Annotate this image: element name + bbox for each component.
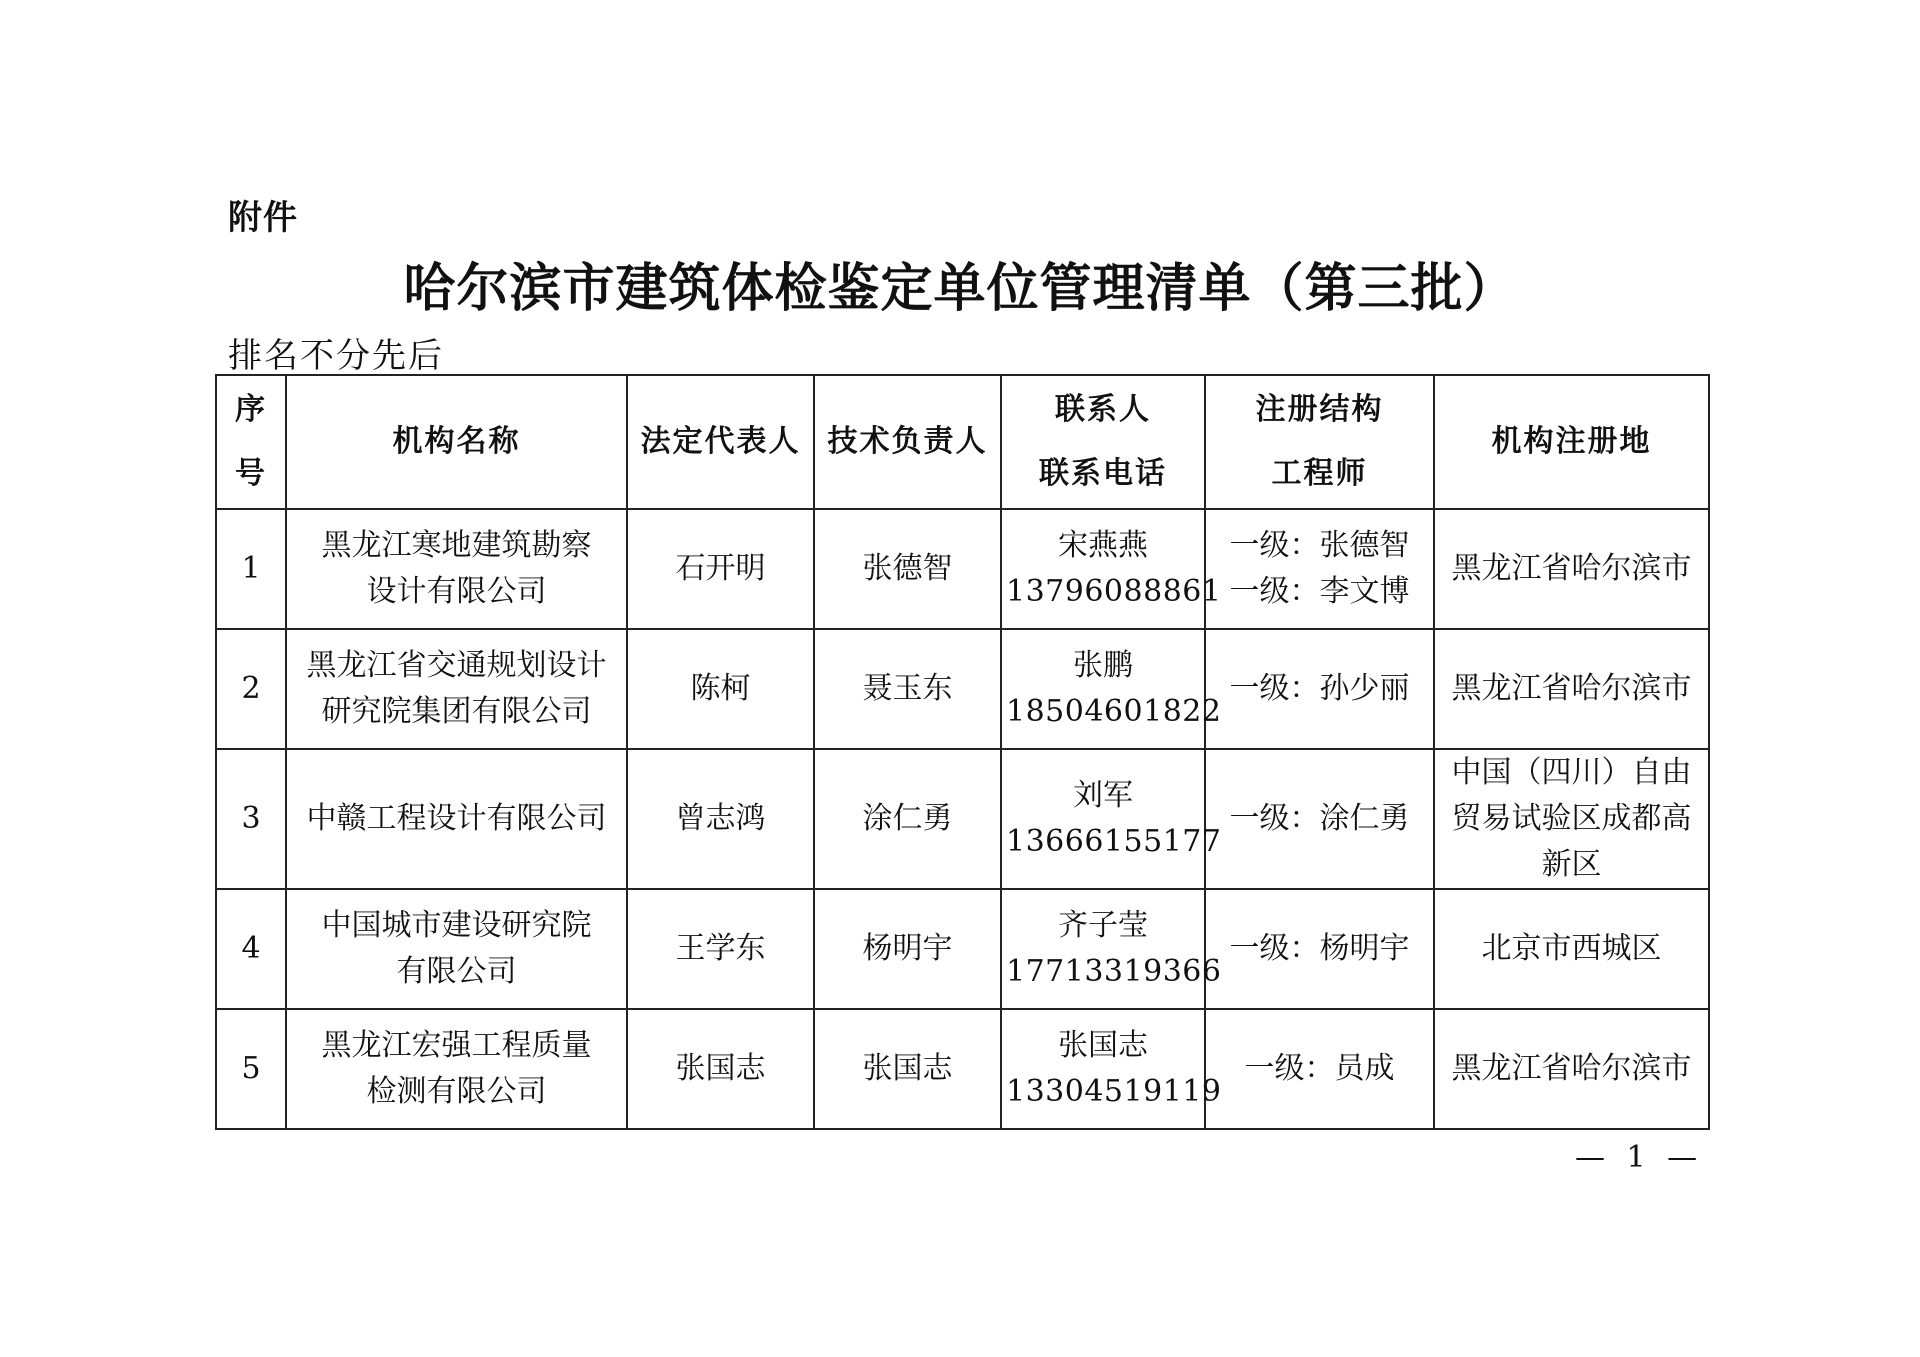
cell-seq: 5 — [216, 1009, 286, 1129]
cell-legal-rep: 王学东 — [627, 889, 814, 1009]
cell-reg-place: 中国（四川）自由 贸易试验区成都高 新区 — [1434, 749, 1709, 889]
cell-engineer: 一级：涂仁勇 — [1205, 749, 1434, 889]
cell-seq: 3 — [216, 749, 286, 889]
cell-tech-lead: 张国志 — [814, 1009, 1001, 1129]
header-seq: 序 号 — [216, 375, 286, 509]
header-legal-rep: 法定代表人 — [627, 375, 814, 509]
cell-org-name: 黑龙江宏强工程质量 检测有限公司 — [286, 1009, 627, 1129]
cell-reg-place: 黑龙江省哈尔滨市 — [1434, 509, 1709, 629]
cell-tech-lead: 涂仁勇 — [814, 749, 1001, 889]
cell-contact: 刘军 13666155177 — [1001, 749, 1205, 889]
table-row — [216, 509, 1709, 629]
header-reg-place: 机构注册地 — [1434, 375, 1709, 509]
cell-contact: 齐子莹 17713319366 — [1001, 889, 1205, 1009]
cell-legal-rep: 陈柯 — [627, 629, 814, 749]
table-row — [216, 1009, 1709, 1129]
page-title: 哈尔滨市建筑体检鉴定单位管理清单（第三批） — [403, 258, 1517, 319]
cell-tech-lead: 张德智 — [814, 509, 1001, 629]
cell-org-name: 黑龙江寒地建筑勘察 设计有限公司 — [286, 509, 627, 629]
table-header-row — [216, 375, 1709, 509]
header-contact: 联系人 联系电话 — [1001, 375, 1205, 509]
cell-engineer: 一级：杨明宇 — [1205, 889, 1434, 1009]
cell-seq: 1 — [216, 509, 286, 629]
cell-tech-lead: 杨明宇 — [814, 889, 1001, 1009]
cell-org-name: 中赣工程设计有限公司 — [286, 749, 627, 889]
cell-tech-lead: 聂玉东 — [814, 629, 1001, 749]
cell-legal-rep: 石开明 — [627, 509, 814, 629]
header-org-name: 机构名称 — [286, 375, 627, 509]
cell-reg-place: 北京市西城区 — [1434, 889, 1709, 1009]
header-engineer: 注册结构 工程师 — [1205, 375, 1434, 509]
table-body — [216, 509, 1709, 1129]
cell-seq: 4 — [216, 889, 286, 1009]
header-tech-lead: 技术负责人 — [814, 375, 1001, 509]
cell-contact: 宋燕燕 13796088861 — [1001, 509, 1205, 629]
ranking-note: 排名不分先后 — [228, 336, 444, 376]
organization-table — [215, 374, 1710, 1130]
cell-engineer: 一级：孙少丽 — [1205, 629, 1434, 749]
cell-engineer: 一级：员成 — [1205, 1009, 1434, 1129]
attachment-label: 附件 — [228, 198, 298, 238]
page-number: — 1 — — [1575, 1140, 1704, 1175]
table-row — [216, 889, 1709, 1009]
cell-legal-rep: 张国志 — [627, 1009, 814, 1129]
cell-seq: 2 — [216, 629, 286, 749]
cell-legal-rep: 曾志鸿 — [627, 749, 814, 889]
cell-engineer: 一级：张德智 一级：李文博 — [1205, 509, 1434, 629]
table-row — [216, 629, 1709, 749]
cell-org-name: 中国城市建设研究院 有限公司 — [286, 889, 627, 1009]
cell-org-name: 黑龙江省交通规划设计 研究院集团有限公司 — [286, 629, 627, 749]
cell-reg-place: 黑龙江省哈尔滨市 — [1434, 629, 1709, 749]
cell-reg-place: 黑龙江省哈尔滨市 — [1434, 1009, 1709, 1129]
cell-contact: 张国志 13304519119 — [1001, 1009, 1205, 1129]
table-row — [216, 749, 1709, 889]
cell-contact: 张鹏 18504601822 — [1001, 629, 1205, 749]
